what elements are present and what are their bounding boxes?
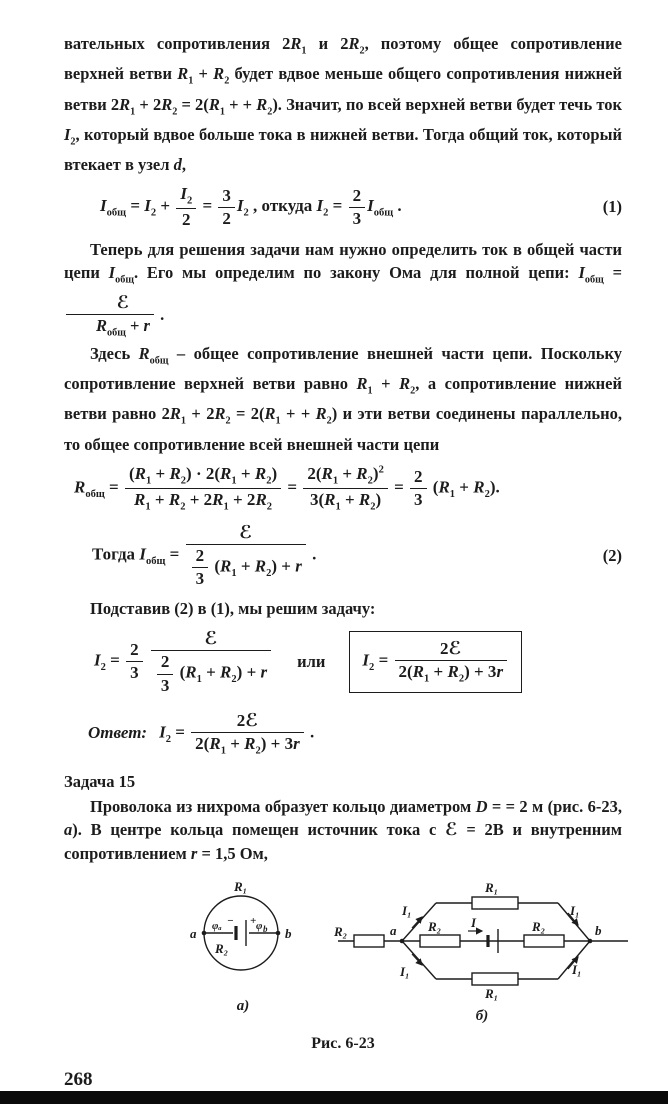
answer-row xyxy=(64,709,622,758)
circuit-b-figure xyxy=(332,879,632,1025)
current-i1-bottom-left-label: I₁ xyxy=(400,963,410,979)
phi-b-label: φ xyxy=(256,919,263,932)
current-i1-bottom-right-label: I₁ xyxy=(572,961,582,977)
current-i1-top-left-label: I₁ xyxy=(402,902,412,918)
equation-2-number: (2) xyxy=(602,545,622,565)
answer-label: Ответ: xyxy=(88,723,148,743)
resistor-r2-mid-left-label: R₂ xyxy=(428,918,442,934)
circuit-a-diagram xyxy=(168,879,318,991)
paragraph-task-15: Проволока из нихрома образует кольцо диаметром D = = 2 м (рис. 6-23, а). В центре кольца помещен источник тока с ℰ = 2В и внутренним сопротивлением r = 1,5 Ом, xyxy=(64,796,622,863)
plus-sign: + xyxy=(250,914,257,927)
node-a-label: a xyxy=(190,925,197,941)
scan-edge-bar xyxy=(0,1091,668,1104)
paragraph-substitute: Подставив (2) в (1), мы решим задачу: xyxy=(90,599,376,619)
equation-result-left: $I_2$ = $\frac{2}{3}$ ℰ $\frac{2}{3}$ $(R_1 + R_2) + r$ xyxy=(94,627,273,696)
figure-caption: Рис. 6-23 xyxy=(311,1034,375,1052)
resistor-r1-top-label: R₁ xyxy=(485,879,499,895)
boxed-final-formula: $I_2$ = $\frac{\text{2ℰ}}{2(R_1 + R_2) + 3r}$ xyxy=(349,631,522,692)
resistor-r2-label: R₂ xyxy=(215,940,229,956)
node-b-label: b xyxy=(285,925,292,941)
resistor-r2-mid-right-label: R₂ xyxy=(532,918,546,934)
figure-6-23 xyxy=(64,879,622,1025)
circuit-b-caption: б) xyxy=(475,1007,489,1024)
circuit-b-diagram xyxy=(332,879,632,1001)
current-i1-top-right-label: I₁ xyxy=(570,902,580,918)
equation-rtotal-row xyxy=(64,463,622,514)
circuit-a-caption: а) xyxy=(236,997,250,1014)
circuit-a-figure xyxy=(168,879,318,1015)
node-b-label: b xyxy=(595,922,602,938)
resistor-r1-label: R₁ xyxy=(234,878,248,894)
phi-b-subscript: b xyxy=(263,923,268,934)
equation-rtotal-formula: $R_{общ}$ = $\frac{(R_1 + R_2) \cdot 2(R_1 + R_2)}{R_1 + R_2 + 2R_1 + 2R_2}$ = $\frac{2(R_1 + R_2)^2}{3(R_1 + R_2)}$ = $\frac{2}{3}$ $(R_1 + R_2)$. xyxy=(74,463,500,513)
phi-a-label: φₐ xyxy=(212,919,222,932)
paragraph-ohm-law: Теперь для решения задачи нам нужно определить ток в общей части цепи $I_{общ}$. Его мы определим по закону Ома для полной цепи: $I_{общ}$ = $\frac{\text{ℰ}}{R_{общ} + r}$ . xyxy=(64,240,622,339)
resistor-r1-bottom-label: R₁ xyxy=(485,985,499,1001)
equation-result-row xyxy=(64,627,622,696)
paragraph-external-resistance: Здесь $R_{общ}$ – общее сопротивление внешней части цепи. Поскольку сопротивление верхней ветви равно $R_1 + R_2$, а сопротивление нижней ветви равно $2R_1 + 2R_2 = 2(R_1$ + + $R_2$) и эти ветви соединены параллельно, то общее сопротивление всей внешней части цепи xyxy=(64,343,622,454)
equation-2-row xyxy=(64,521,622,590)
paragraph-branch-resistance: вательных сопротивления $2R_1$ и $2R_2$, поэтому общее сопротивление верхней ветви $R_1 + R_2$ будет вдвое меньше общего сопротивления нижней ветви $2R_1 + 2R_2 = 2(R_1$ + + $R_2$). Значит, по всей верхней ветви будет течь ток $I_2$, который вдвое больше тока в нижней ветви. Тогда общий ток, который втекает в узел d, xyxy=(64,34,622,175)
equation-1-number: (1) xyxy=(602,197,622,217)
answer-formula: $I_2$ = $\frac{\text{2ℰ}}{2(R_1 + R_2) + 3r}$ . xyxy=(159,709,315,757)
equation-2-formula: Тогда $I_{общ}$ = ℰ $\frac{2}{3}$ $(R_1 + R_2) + r$ . xyxy=(92,521,316,590)
minus-sign: − xyxy=(227,914,234,927)
or-text: или xyxy=(297,651,326,671)
equation-1-row xyxy=(64,183,622,231)
task-15-heading: Задача 15 xyxy=(64,771,136,791)
current-i-label: I xyxy=(471,914,477,930)
node-a-label: a xyxy=(390,922,397,938)
resistor-r2-left-label: R₂ xyxy=(334,923,348,939)
equation-1-formula: $I_{общ} = I_2$ + $\frac{I_2}{2}$ = $\frac{3}{2}$ $I_2$ , откуда $I_2$ = $\frac{2}{3}$ $I_{общ}$ . xyxy=(100,183,402,231)
page-number: 268 xyxy=(64,1068,93,1090)
